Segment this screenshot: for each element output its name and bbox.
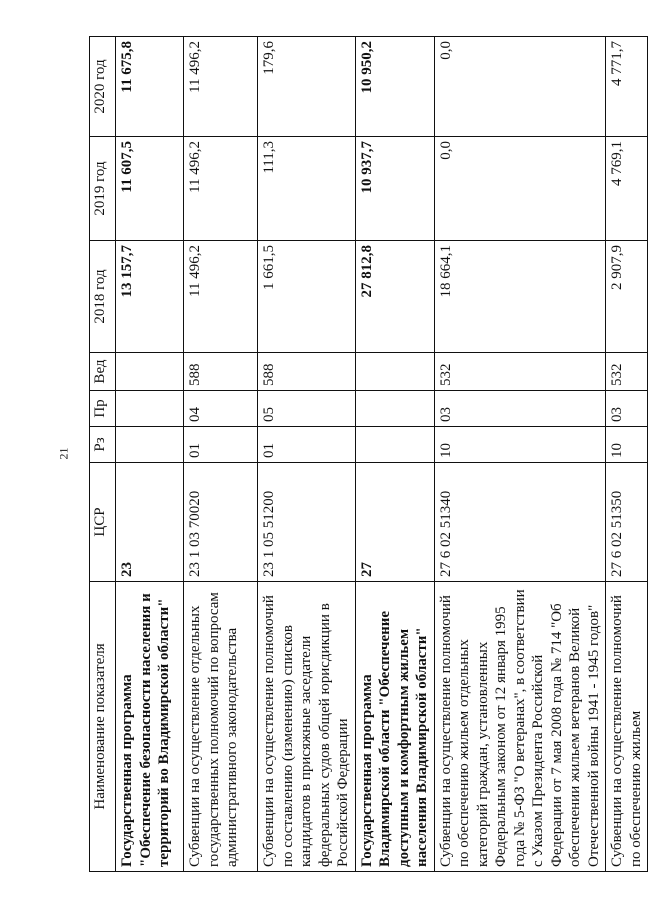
row-2018: 13 157,7 — [116, 241, 184, 353]
table-row — [355, 37, 434, 872]
row-2019: 11 607,5 — [116, 137, 184, 241]
row-pr — [355, 391, 434, 427]
row-2018: 1 661,5 — [258, 241, 356, 353]
table-row — [606, 37, 648, 872]
row-ved: 532 — [606, 353, 648, 391]
table-row — [184, 37, 258, 872]
row-pr: 03 — [606, 391, 648, 427]
row-csr: 23 — [116, 463, 184, 582]
row-2020: 179,6 — [258, 37, 356, 137]
row-pr: 04 — [184, 391, 258, 427]
row-rz — [116, 427, 184, 463]
row-csr: 27 6 02 51350 — [606, 463, 648, 582]
row-rz: 10 — [606, 427, 648, 463]
row-name: Государственная программа Владимирской области "Обеспечение доступным и комфортным жильем населения Владимирской области" — [355, 582, 434, 872]
row-name: Государственная программа "Обеспечение безопасности населения и территорий во Владимирской области" — [116, 582, 184, 872]
row-rz: 01 — [258, 427, 356, 463]
header-2020: 2020 год — [90, 37, 116, 137]
row-ved: 588 — [184, 353, 258, 391]
row-rz: 01 — [184, 427, 258, 463]
header-2019: 2019 год — [90, 137, 116, 241]
rotated-table-container — [89, 37, 644, 872]
row-2019: 4 769,1 — [606, 137, 648, 241]
row-ved: 532 — [434, 353, 606, 391]
table-row — [434, 37, 606, 872]
row-ved — [355, 353, 434, 391]
header-csr: ЦСР — [90, 463, 116, 582]
table-header-row — [90, 37, 116, 872]
row-2020: 10 950,2 — [355, 37, 434, 137]
row-name: Субвенции на осуществление полномочий по обеспечению жильем отдельных категорий граждан, установленных Федеральным законом от 12 января 1995 года № 5-ФЗ "О ветеранах", в соответствии с Указом Президента Российской Федерации от 7 мая 2008 года № 714 "Об обеспечении жильем ветеранов Великой Отечественной войны 1941 - 1945 годов" — [434, 582, 606, 872]
row-ved — [116, 353, 184, 391]
row-2019: 11 496,2 — [184, 137, 258, 241]
header-name: Наименование показателя — [90, 582, 116, 872]
budget-table — [89, 36, 648, 872]
row-2020: 11 496,2 — [184, 37, 258, 137]
row-pr: 05 — [258, 391, 356, 427]
header-2018: 2018 год — [90, 241, 116, 353]
header-ved: Вед — [90, 353, 116, 391]
row-pr — [116, 391, 184, 427]
row-pr: 03 — [434, 391, 606, 427]
row-2019: 111,3 — [258, 137, 356, 241]
header-pr: Пр — [90, 391, 116, 427]
row-csr: 23 1 03 70020 — [184, 463, 258, 582]
row-name: Субвенции на осуществление полномочий по составлению (изменению) списков кандидатов в присяжные заседатели федеральных судов общей юрисдикции в Российской Федерации — [258, 582, 356, 872]
row-name: Субвенции на осуществление отдельных государственных полномочий по вопросам административного законодательства — [184, 582, 258, 872]
row-2018: 27 812,8 — [355, 241, 434, 353]
table-row — [258, 37, 356, 872]
row-csr: 27 6 02 51340 — [434, 463, 606, 582]
row-2018: 11 496,2 — [184, 241, 258, 353]
header-rz: Рз — [90, 427, 116, 463]
row-rz — [355, 427, 434, 463]
row-csr: 23 1 05 51200 — [258, 463, 356, 582]
row-csr: 27 — [355, 463, 434, 582]
row-2019: 10 937,7 — [355, 137, 434, 241]
row-rz: 10 — [434, 427, 606, 463]
row-2019: 0,0 — [434, 137, 606, 241]
row-ved: 588 — [258, 353, 356, 391]
row-2018: 18 664,1 — [434, 241, 606, 353]
row-2020: 4 771,7 — [606, 37, 648, 137]
table-row — [116, 37, 184, 872]
row-2020: 11 675,8 — [116, 37, 184, 137]
row-2018: 2 907,9 — [606, 241, 648, 353]
page-number: 21 — [56, 447, 71, 460]
row-name: Субвенции на осуществление полномочий по обеспечению жильем — [606, 582, 648, 872]
row-2020: 0,0 — [434, 37, 606, 137]
